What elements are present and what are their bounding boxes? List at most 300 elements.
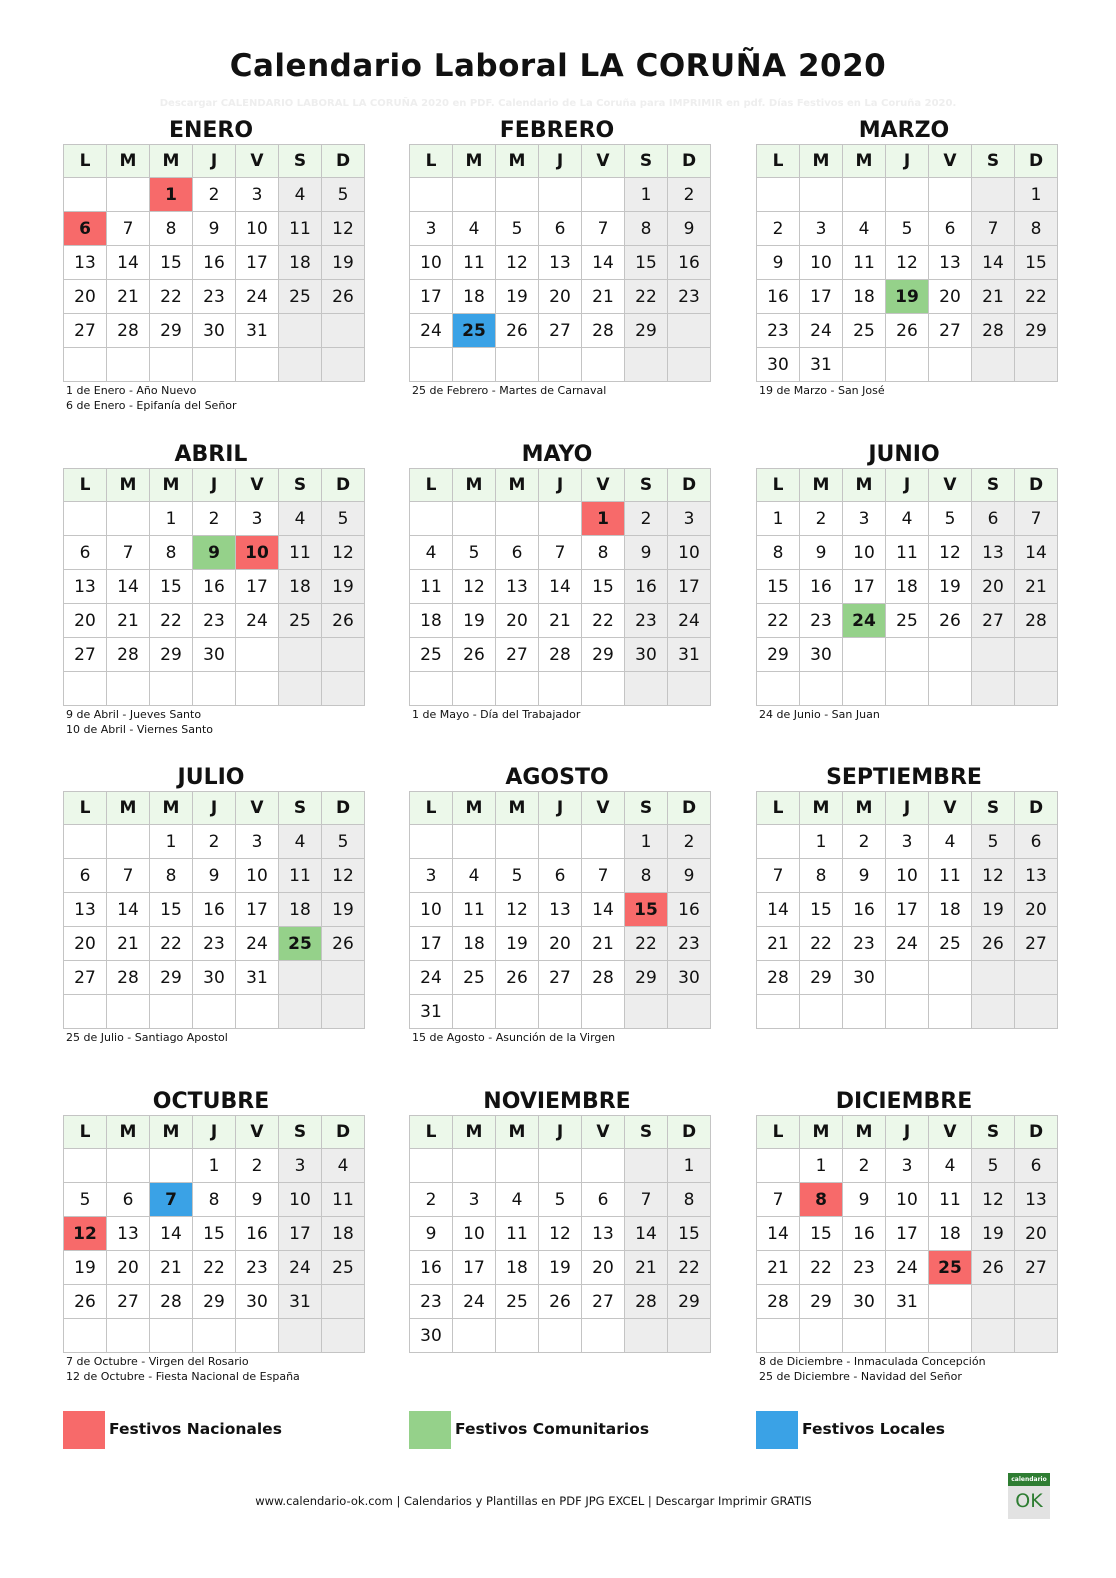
day-cell: 25: [929, 1251, 972, 1285]
day-cell: 19: [64, 1251, 107, 1285]
day-cell: 3: [236, 178, 279, 212]
day-cell: 4: [929, 825, 972, 859]
empty-cell: [453, 1319, 496, 1353]
day-cell: 20: [539, 927, 582, 961]
day-cell: 15: [193, 1217, 236, 1251]
empty-cell: [972, 995, 1015, 1029]
empty-cell: [236, 348, 279, 382]
day-cell: 24: [886, 1251, 929, 1285]
weekday-header: L: [410, 145, 453, 178]
empty-cell: [668, 314, 711, 348]
empty-cell: [539, 672, 582, 706]
day-cell: 24: [410, 314, 453, 348]
empty-cell: [410, 178, 453, 212]
day-cell: 8: [800, 1183, 843, 1217]
empty-cell: [582, 995, 625, 1029]
empty-cell: [496, 348, 539, 382]
legend-nacional-swatch: [63, 1411, 105, 1449]
empty-cell: [582, 825, 625, 859]
weekday-header: V: [582, 792, 625, 825]
day-cell: 8: [150, 536, 193, 570]
day-cell: 13: [539, 893, 582, 927]
empty-cell: [496, 178, 539, 212]
weekday-header: D: [322, 792, 365, 825]
week-row: [64, 961, 365, 995]
weekday-header: S: [972, 792, 1015, 825]
week-row: [64, 1285, 365, 1319]
month-name: FEBRERO: [499, 118, 615, 143]
day-cell: 23: [625, 604, 668, 638]
weekday-header: D: [668, 792, 711, 825]
day-cell: 15: [625, 893, 668, 927]
week-row: [64, 1251, 365, 1285]
day-cell: 21: [582, 927, 625, 961]
day-cell: 5: [322, 502, 365, 536]
weekday-header: L: [410, 792, 453, 825]
week-row: [64, 638, 365, 672]
day-cell: 30: [800, 638, 843, 672]
day-cell: 19: [972, 893, 1015, 927]
day-cell: 14: [107, 246, 150, 280]
week-row: [64, 212, 365, 246]
day-cell: 24: [800, 314, 843, 348]
weekday-header: L: [64, 792, 107, 825]
day-cell: 3: [453, 1183, 496, 1217]
week-row: [64, 570, 365, 604]
weekday-header: D: [1015, 145, 1058, 178]
day-cell: 15: [668, 1217, 711, 1251]
empty-cell: [453, 502, 496, 536]
empty-cell: [843, 672, 886, 706]
day-cell: 31: [236, 961, 279, 995]
day-cell: 30: [193, 961, 236, 995]
day-cell: 17: [410, 927, 453, 961]
week-row: [757, 1183, 1058, 1217]
month-name: JUNIO: [868, 442, 940, 467]
weekday-header: D: [668, 145, 711, 178]
day-cell: 15: [150, 893, 193, 927]
day-cell: 25: [929, 927, 972, 961]
day-cell: 8: [150, 212, 193, 246]
day-cell: 6: [64, 212, 107, 246]
week-row: [64, 893, 365, 927]
day-cell: 23: [668, 280, 711, 314]
empty-cell: [64, 672, 107, 706]
day-cell: 12: [64, 1217, 107, 1251]
day-cell: 3: [236, 825, 279, 859]
day-cell: 10: [886, 859, 929, 893]
day-cell: 18: [453, 927, 496, 961]
day-cell: 31: [410, 995, 453, 1029]
empty-cell: [279, 348, 322, 382]
empty-cell: [64, 995, 107, 1029]
day-cell: 6: [64, 536, 107, 570]
month-table: [409, 144, 711, 382]
day-cell: 12: [886, 246, 929, 280]
day-cell: 9: [236, 1183, 279, 1217]
empty-cell: [236, 995, 279, 1029]
empty-cell: [496, 1319, 539, 1353]
holiday-note: 7 de Octubre - Virgen del Rosario: [66, 1355, 249, 1368]
empty-cell: [582, 672, 625, 706]
day-cell: 9: [625, 536, 668, 570]
holiday-note: 1 de Mayo - Día del Trabajador: [412, 708, 581, 721]
day-cell: 18: [453, 280, 496, 314]
holiday-note: 25 de Diciembre - Navidad del Señor: [759, 1370, 962, 1383]
day-cell: 20: [64, 280, 107, 314]
day-cell: 26: [929, 604, 972, 638]
page-subtitle: Descargar CALENDARIO LABORAL LA CORUÑA 2020 en PDF. Calendario de La Coruña para IMPRIMIR en pdf. Días Festivos en La Coruña 2020.: [159, 98, 957, 109]
month-name: ENERO: [168, 118, 254, 143]
day-cell: 8: [1015, 212, 1058, 246]
empty-cell: [668, 348, 711, 382]
day-cell: 20: [539, 280, 582, 314]
day-cell: 8: [757, 536, 800, 570]
weekday-header-row: [64, 145, 365, 178]
day-cell: 20: [64, 604, 107, 638]
day-cell: 26: [322, 927, 365, 961]
day-cell: 23: [193, 927, 236, 961]
empty-cell: [236, 672, 279, 706]
week-row: [757, 212, 1058, 246]
day-cell: 17: [886, 1217, 929, 1251]
empty-cell: [843, 1319, 886, 1353]
empty-cell: [279, 638, 322, 672]
day-cell: 5: [453, 536, 496, 570]
holiday-notes: [63, 1030, 359, 1045]
week-row: [64, 314, 365, 348]
day-cell: 14: [757, 1217, 800, 1251]
day-cell: 22: [800, 927, 843, 961]
day-cell: 4: [496, 1183, 539, 1217]
day-cell: 18: [279, 570, 322, 604]
week-row: [757, 280, 1058, 314]
week-row: [64, 825, 365, 859]
empty-cell: [236, 638, 279, 672]
day-cell: 27: [107, 1285, 150, 1319]
empty-cell: [972, 672, 1015, 706]
day-cell: 8: [625, 212, 668, 246]
weekday-header: L: [757, 1116, 800, 1149]
weekday-header-row: [64, 469, 365, 502]
holiday-notes: [756, 707, 1052, 722]
day-cell: 7: [972, 212, 1015, 246]
weekday-header: L: [757, 792, 800, 825]
week-row: [64, 246, 365, 280]
holiday-note: 15 de Agosto - Asunción de la Virgen: [412, 1031, 616, 1044]
day-cell: 3: [886, 1149, 929, 1183]
day-cell: 24: [236, 280, 279, 314]
day-cell: 16: [800, 570, 843, 604]
legend-nacional-label: Festivos Nacionales: [109, 1420, 282, 1438]
day-cell: 6: [1015, 1149, 1058, 1183]
month-marzo: [756, 116, 1052, 398]
weekday-header: S: [972, 469, 1015, 502]
week-row: [757, 246, 1058, 280]
weekday-header: J: [886, 792, 929, 825]
empty-cell: [150, 672, 193, 706]
empty-cell: [279, 672, 322, 706]
day-cell: 7: [150, 1183, 193, 1217]
day-cell: 1: [150, 502, 193, 536]
empty-cell: [193, 348, 236, 382]
day-cell: 29: [150, 638, 193, 672]
day-cell: 25: [322, 1251, 365, 1285]
day-cell: 18: [410, 604, 453, 638]
weekday-header: M: [150, 792, 193, 825]
empty-cell: [322, 348, 365, 382]
day-cell: 10: [236, 212, 279, 246]
empty-cell: [410, 348, 453, 382]
weekday-header: D: [668, 1116, 711, 1149]
day-cell: 22: [150, 604, 193, 638]
day-cell: 8: [668, 1183, 711, 1217]
day-cell: 9: [668, 212, 711, 246]
holiday-notes: [63, 707, 359, 737]
empty-cell: [843, 995, 886, 1029]
empty-cell: [1015, 1319, 1058, 1353]
day-cell: 8: [193, 1183, 236, 1217]
weekday-header: V: [929, 145, 972, 178]
day-cell: 19: [496, 927, 539, 961]
month-enero: [63, 116, 359, 413]
empty-cell: [496, 995, 539, 1029]
empty-cell: [972, 961, 1015, 995]
day-cell: 31: [886, 1285, 929, 1319]
day-cell: 28: [150, 1285, 193, 1319]
day-cell: 17: [236, 893, 279, 927]
legend-local-label: Festivos Locales: [802, 1420, 946, 1438]
day-cell: 12: [322, 859, 365, 893]
day-cell: 20: [582, 1251, 625, 1285]
holiday-notes: [756, 1354, 1052, 1384]
weekday-header-row: [757, 792, 1058, 825]
day-cell: 21: [757, 1251, 800, 1285]
day-cell: 24: [453, 1285, 496, 1319]
day-cell: 19: [539, 1251, 582, 1285]
empty-cell: [1015, 1285, 1058, 1319]
month-name: ABRIL: [174, 442, 248, 467]
day-cell: 26: [496, 314, 539, 348]
day-cell: 1: [625, 178, 668, 212]
day-cell: 29: [625, 314, 668, 348]
day-cell: 11: [929, 1183, 972, 1217]
day-cell: 25: [279, 280, 322, 314]
day-cell: 29: [150, 314, 193, 348]
logo-top-text: calendario: [1008, 1473, 1050, 1486]
holiday-notes: [63, 1354, 359, 1384]
empty-cell: [539, 502, 582, 536]
weekday-header: M: [150, 145, 193, 178]
week-row: [410, 536, 711, 570]
day-cell: 3: [843, 502, 886, 536]
day-cell: 9: [757, 246, 800, 280]
empty-cell: [539, 1319, 582, 1353]
day-cell: 16: [410, 1251, 453, 1285]
day-cell: 30: [193, 638, 236, 672]
day-cell: 3: [410, 212, 453, 246]
empty-cell: [886, 638, 929, 672]
day-cell: 11: [886, 536, 929, 570]
empty-cell: [453, 1149, 496, 1183]
day-cell: 10: [236, 859, 279, 893]
weekday-header: M: [107, 792, 150, 825]
month-table: [63, 144, 365, 382]
day-cell: 12: [929, 536, 972, 570]
day-cell: 17: [279, 1217, 322, 1251]
day-cell: 1: [193, 1149, 236, 1183]
day-cell: 22: [193, 1251, 236, 1285]
empty-cell: [886, 348, 929, 382]
day-cell: 5: [972, 825, 1015, 859]
weekday-header: M: [800, 792, 843, 825]
week-row: [64, 536, 365, 570]
empty-cell: [64, 1149, 107, 1183]
week-row: [410, 348, 711, 382]
day-cell: 7: [625, 1183, 668, 1217]
day-cell: 4: [322, 1149, 365, 1183]
day-cell: 8: [582, 536, 625, 570]
day-cell: 28: [539, 638, 582, 672]
day-cell: 20: [972, 570, 1015, 604]
empty-cell: [972, 178, 1015, 212]
day-cell: 11: [322, 1183, 365, 1217]
day-cell: 13: [582, 1217, 625, 1251]
logo[interactable]: [1008, 1473, 1050, 1519]
weekday-header: M: [453, 792, 496, 825]
day-cell: 28: [757, 961, 800, 995]
week-row: [410, 1149, 711, 1183]
weekday-header: V: [929, 792, 972, 825]
empty-cell: [279, 314, 322, 348]
weekday-header: V: [929, 1116, 972, 1149]
day-cell: 29: [150, 961, 193, 995]
weekday-header-row: [64, 792, 365, 825]
weekday-header: S: [625, 1116, 668, 1149]
day-cell: 8: [150, 859, 193, 893]
day-cell: 19: [972, 1217, 1015, 1251]
weekday-header: S: [972, 145, 1015, 178]
day-cell: 5: [886, 212, 929, 246]
week-row: [410, 280, 711, 314]
day-cell: 13: [64, 893, 107, 927]
day-cell: 5: [496, 212, 539, 246]
weekday-header: D: [668, 469, 711, 502]
empty-cell: [279, 961, 322, 995]
day-cell: 7: [582, 212, 625, 246]
day-cell: 26: [322, 280, 365, 314]
empty-cell: [410, 1149, 453, 1183]
day-cell: 4: [279, 825, 322, 859]
month-name: AGOSTO: [505, 765, 609, 790]
week-row: [410, 893, 711, 927]
weekday-header: S: [279, 145, 322, 178]
day-cell: 30: [410, 1319, 453, 1353]
day-cell: 29: [800, 961, 843, 995]
weekday-header: J: [539, 792, 582, 825]
day-cell: 22: [625, 280, 668, 314]
day-cell: 12: [539, 1217, 582, 1251]
empty-cell: [107, 1319, 150, 1353]
day-cell: 14: [625, 1217, 668, 1251]
week-row: [757, 859, 1058, 893]
day-cell: 22: [800, 1251, 843, 1285]
day-cell: 9: [193, 859, 236, 893]
weekday-header: M: [843, 145, 886, 178]
month-diciembre: [756, 1087, 1052, 1384]
day-cell: 22: [757, 604, 800, 638]
day-cell: 11: [843, 246, 886, 280]
week-row: [64, 1183, 365, 1217]
day-cell: 16: [668, 246, 711, 280]
day-cell: 9: [800, 536, 843, 570]
day-cell: 5: [64, 1183, 107, 1217]
day-cell: 9: [193, 536, 236, 570]
empty-cell: [410, 825, 453, 859]
week-row: [757, 536, 1058, 570]
day-cell: 5: [496, 859, 539, 893]
day-cell: 14: [582, 246, 625, 280]
day-cell: 19: [929, 570, 972, 604]
weekday-header: M: [150, 469, 193, 502]
weekday-header: D: [1015, 792, 1058, 825]
day-cell: 14: [107, 893, 150, 927]
day-cell: 20: [1015, 893, 1058, 927]
day-cell: 2: [410, 1183, 453, 1217]
week-row: [410, 1217, 711, 1251]
week-row: [410, 638, 711, 672]
week-row: [757, 178, 1058, 212]
day-cell: 22: [150, 280, 193, 314]
day-cell: 14: [757, 893, 800, 927]
day-cell: 29: [582, 638, 625, 672]
week-row: [64, 604, 365, 638]
day-cell: 2: [193, 825, 236, 859]
empty-cell: [886, 995, 929, 1029]
month-noviembre: [409, 1087, 705, 1354]
day-cell: 30: [843, 961, 886, 995]
day-cell: 29: [193, 1285, 236, 1319]
empty-cell: [64, 825, 107, 859]
weekday-header: M: [453, 1116, 496, 1149]
day-cell: 8: [800, 859, 843, 893]
day-cell: 16: [668, 893, 711, 927]
week-row: [757, 927, 1058, 961]
day-cell: 30: [236, 1285, 279, 1319]
day-cell: 14: [539, 570, 582, 604]
weekday-header: S: [625, 145, 668, 178]
month-table: [63, 468, 365, 706]
week-row: [410, 604, 711, 638]
week-row: [757, 604, 1058, 638]
month-name: OCTUBRE: [152, 1089, 270, 1114]
day-cell: 21: [1015, 570, 1058, 604]
day-cell: 10: [668, 536, 711, 570]
day-cell: 6: [496, 536, 539, 570]
day-cell: 7: [1015, 502, 1058, 536]
week-row: [757, 1285, 1058, 1319]
month-name: JULIO: [177, 765, 245, 790]
empty-cell: [929, 1285, 972, 1319]
day-cell: 17: [410, 280, 453, 314]
day-cell: 2: [193, 502, 236, 536]
weekday-header: D: [322, 1116, 365, 1149]
day-cell: 26: [64, 1285, 107, 1319]
empty-cell: [625, 1319, 668, 1353]
day-cell: 21: [539, 604, 582, 638]
weekday-header: M: [107, 469, 150, 502]
empty-cell: [279, 995, 322, 1029]
